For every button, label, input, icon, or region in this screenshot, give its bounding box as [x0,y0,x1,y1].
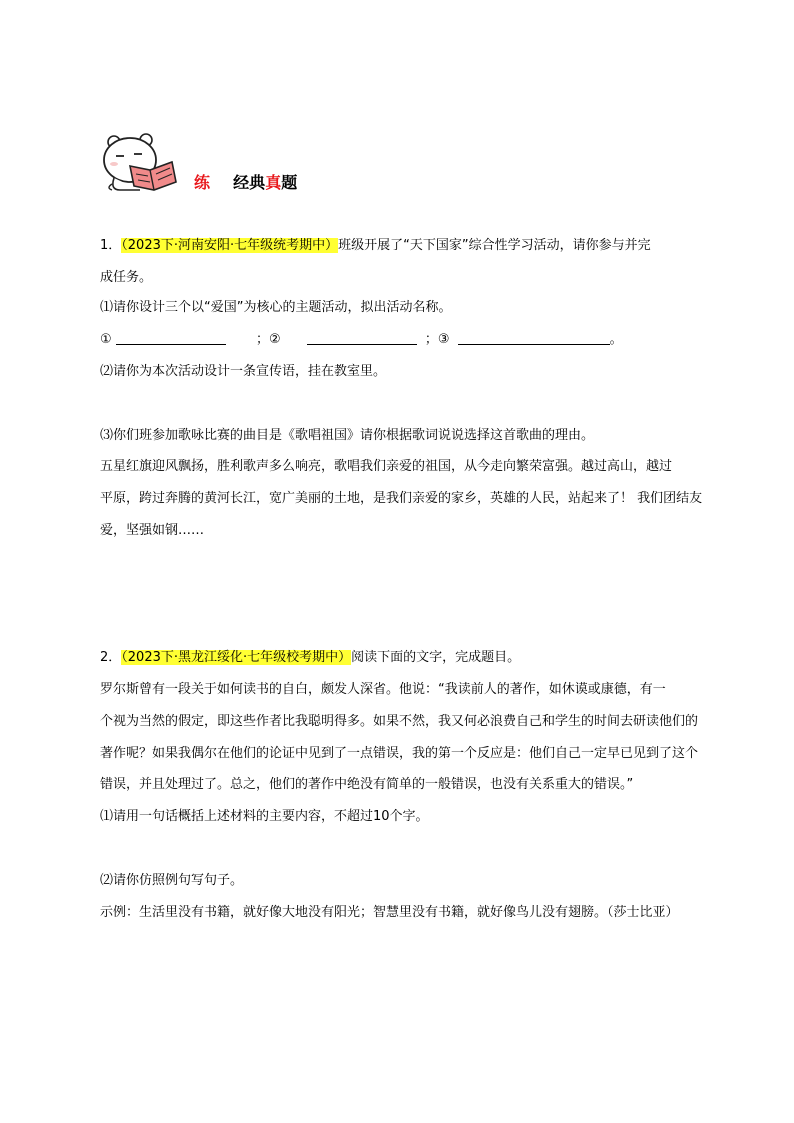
q2-passage-line3: 著作呢？如果我偶尔在他们的论证中见到了一点错误，我的第一个反应是：他们自己一定早已见到了这个 [100,746,699,761]
q1-intro-line2: 成任务。 [100,270,153,285]
blank-label-3: ；③ [424,332,450,347]
blank-label-1: ① [100,332,112,347]
title-char-classic: 经典 [233,173,266,192]
q1-answer-blanks-row [100,330,623,350]
q2-source-badge: （2023下·黑龙江绥化·七年级校考期中） [121,650,352,665]
blank-end-mark: 。 [609,332,623,347]
q1-intro-line1 [100,236,720,256]
q1-intro-text: 班级开展了“天下国家”综合性学习活动，请你参与并完 [338,238,651,253]
answer-blank-1[interactable] [116,330,226,345]
q2-sub2-prompt: ⑵请你仿照例句写句子。 [100,873,244,888]
q2-intro-text: 阅读下面的文字，完成题目。 [351,650,521,665]
q1-lyrics-line3: 爱，坚强如钢…… [100,523,205,538]
q2-example-sentence: 示例：生活里没有书籍，就好像大地没有阳光；智慧里没有书籍，就好像鸟儿没有翅膀。（莎士比亚） [100,905,679,920]
q1-number: 1． [100,238,122,253]
q2-passage-line2: 个视为当然的假定，即这些作者比我聪明得多。如果不然，我又何必浪费自己和学生的时间去研读他们的 [100,714,699,729]
title-char-practice: 练 [194,173,211,192]
mascot-reading-icon [100,130,186,194]
q1-sub1-prompt: ⑴请你设计三个以“爱国”为核心的主题活动，拟出活动名称。 [100,300,452,315]
q2-passage-line4: 错误，并且处理过了。总之，他们的著作中绝没有简单的一般错误，也没有关系重大的错误。” [100,777,634,792]
q1-lyrics-line2: 平原，跨过奔腾的黄河长江，宽广美丽的土地，是我们亲爱的家乡，英雄的人民，站起来了！ 我们团结友 [100,491,703,506]
q2-intro-line [100,648,720,668]
section-title [194,170,297,193]
q2-number: 2． [100,650,122,665]
q1-lyrics-line1: 五星红旗迎风飘扬，胜利歌声多么响亮，歌唱我们亲爱的祖国，从今走向繁荣富强。越过高山，越过 [100,459,673,474]
q2-sub1-prompt: ⑴请用一句话概括上述材料的主要内容，不超过10个字。 [100,809,429,824]
answer-blank-2[interactable] [307,330,417,345]
q1-sub3-prompt: ⑶你们班参加歌咏比赛的曲目是《歌唱祖国》请你根据歌词说说选择这首歌曲的理由。 [100,428,595,443]
blank-label-2: ；② [255,332,281,347]
q1-sub2-prompt: ⑵请你为本次活动设计一条宣传语，挂在教室里。 [100,364,387,379]
title-char-real: 真 [265,173,282,192]
answer-blank-3[interactable] [458,330,610,345]
q2-passage-line1: 罗尔斯曾有一段关于如何读书的自白，颇发人深省。他说：“我读前人的著作，如休谟或康德，有一 [100,682,666,697]
q1-source-badge: （2023下·河南安阳·七年级统考期中） [121,238,339,253]
title-char-question: 题 [281,173,298,192]
